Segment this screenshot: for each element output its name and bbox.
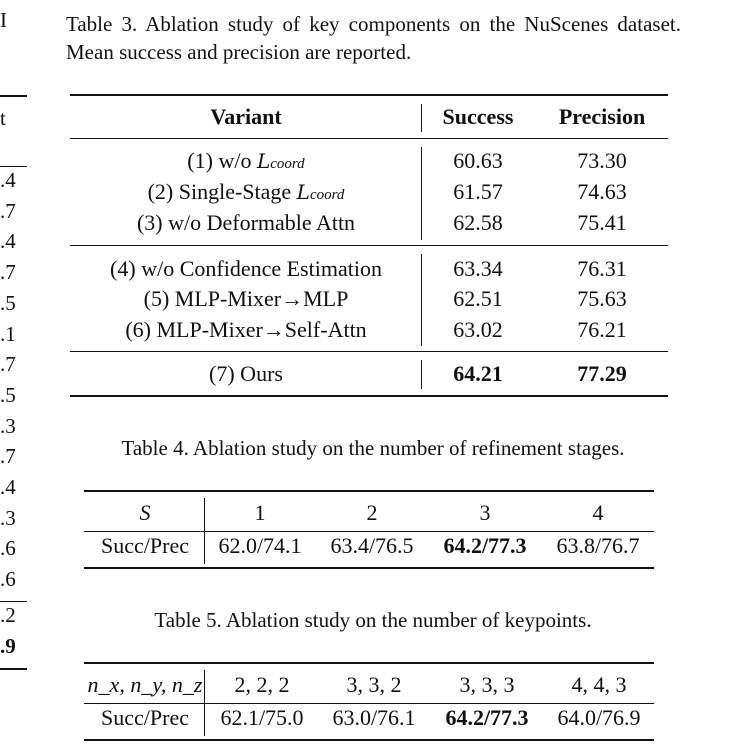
left-row-fragment: .5 xyxy=(0,382,16,407)
table3-header-precision: Precision xyxy=(558,104,646,129)
table5-column-header: 3, 3, 2 xyxy=(346,672,402,697)
table3-success-value: 62.58 xyxy=(453,210,503,235)
table5-value: 64.0/76.9 xyxy=(557,705,641,730)
table3-precision-value: 76.21 xyxy=(577,317,627,342)
table3-precision-value: 76.31 xyxy=(577,256,627,281)
left-row-fragment: .7 xyxy=(0,260,16,285)
table3-precision-value: 75.41 xyxy=(577,210,627,235)
table4-value: 63.8/76.7 xyxy=(556,533,640,558)
left-total-row: .2 xyxy=(0,603,16,627)
table4-value: 62.0/74.1 xyxy=(218,533,302,558)
table3-group-rule xyxy=(70,245,668,246)
table3-variant-label: (6) MLP-Mixer→Self-Attn xyxy=(125,317,367,342)
table3-header-variant: Variant xyxy=(210,104,282,129)
table3-group-rule xyxy=(70,351,668,352)
table4-caption: Table 4. Ablation study on the number of refinement stages. xyxy=(121,436,625,460)
table5-column-header: 2, 2, 2 xyxy=(234,672,290,697)
left-column-fragment xyxy=(0,0,30,745)
table5-column-header: 4, 4, 3 xyxy=(571,672,627,697)
table3-success-value: 64.21 xyxy=(453,361,503,386)
table3-top-rule xyxy=(70,94,668,96)
left-row-fragment: .1 xyxy=(0,321,16,346)
left-row-fragment: .4 xyxy=(0,168,16,192)
table3-success-value: 62.51 xyxy=(453,286,503,311)
table5-value: 63.0/76.1 xyxy=(332,705,416,730)
table5-row-label: Succ/Prec xyxy=(101,705,189,730)
table4-bottom-rule xyxy=(84,567,654,569)
left-row-fragment: .3 xyxy=(0,505,16,530)
table5-mid-rule xyxy=(84,703,654,704)
table3-variant-label: (7) Ours xyxy=(209,361,283,386)
table3-header-rule xyxy=(70,138,668,139)
left-row-fragment: .6 xyxy=(0,567,16,592)
table3-caption: Table 3. Ablation study of key components on the NuScenes dataset. Mean success and precision are reported. xyxy=(66,12,681,64)
left-row-fragment: .6 xyxy=(0,536,16,561)
table5-top-rule xyxy=(84,662,654,664)
left-row-fragment: .7 xyxy=(0,444,16,469)
table4-value: 63.4/76.5 xyxy=(330,533,414,558)
table3-success-value: 63.02 xyxy=(453,317,503,342)
table5-value: 64.2/77.3 xyxy=(445,705,529,730)
table5-value: 62.1/75.0 xyxy=(220,705,304,730)
table3-precision-value: 74.63 xyxy=(577,179,627,204)
table3-variant-label: (5) MLP-Mixer→MLP xyxy=(143,286,349,311)
left-row-fragment: .5 xyxy=(0,290,16,315)
table4-value: 64.2/77.3 xyxy=(443,533,527,558)
table5-column-header: 3, 3, 3 xyxy=(459,672,515,697)
table3-header-divider xyxy=(421,104,422,132)
left-total-row: .9 xyxy=(0,634,16,658)
table3-success-value: 61.57 xyxy=(453,179,503,204)
left-header-rule xyxy=(0,166,27,167)
table4-column-header: 4 xyxy=(592,500,604,525)
table3-success-value: 60.63 xyxy=(453,148,503,173)
left-top-rule xyxy=(0,95,27,97)
table3-bottom-rule xyxy=(70,395,668,397)
left-total-rule xyxy=(0,601,27,602)
table3-header-success: Success xyxy=(442,104,514,129)
table3-success-value: 63.34 xyxy=(453,256,503,281)
table3-variant-label: (3) w/o Deformable Attn xyxy=(136,210,356,235)
left-row-fragment: .7 xyxy=(0,352,16,377)
left-bottom-rule xyxy=(0,668,27,670)
table4-column-header: 1 xyxy=(254,500,266,525)
left-header-fragment: t xyxy=(0,106,6,130)
left-row-fragment: .4 xyxy=(0,229,16,254)
left-row-fragment: .3 xyxy=(0,413,16,438)
table3-divider xyxy=(421,147,422,240)
table3-precision-value: 77.29 xyxy=(577,361,627,386)
table3-variant-label: (2) Single-Stage Lcoord xyxy=(147,179,345,204)
left-top-fragment: I xyxy=(0,8,7,32)
table4-row-label: Succ/Prec xyxy=(101,533,189,558)
table5-bottom-rule xyxy=(84,739,654,741)
table4-column-header: 2 xyxy=(366,500,378,525)
left-row-fragment: .7 xyxy=(0,198,16,223)
table4-top-rule xyxy=(84,490,654,492)
table4-row-header: S xyxy=(139,500,151,525)
table3-divider xyxy=(421,254,422,346)
table3-variant-label: (1) w/o Lcoord xyxy=(187,148,305,173)
table5-caption: Table 5. Ablation study on the number of keypoints. xyxy=(154,608,592,632)
table3-variant-label: (4) w/o Confidence Estimation xyxy=(110,256,382,281)
table4-mid-rule xyxy=(84,531,654,532)
table4-column-header: 3 xyxy=(479,500,491,525)
left-row-fragment: .4 xyxy=(0,475,16,499)
table3-precision-value: 73.30 xyxy=(577,148,627,173)
table3-divider xyxy=(421,360,422,389)
table5-row-header: n_x, n_y, n_z xyxy=(87,672,203,697)
table3-precision-value: 75.63 xyxy=(577,286,627,311)
